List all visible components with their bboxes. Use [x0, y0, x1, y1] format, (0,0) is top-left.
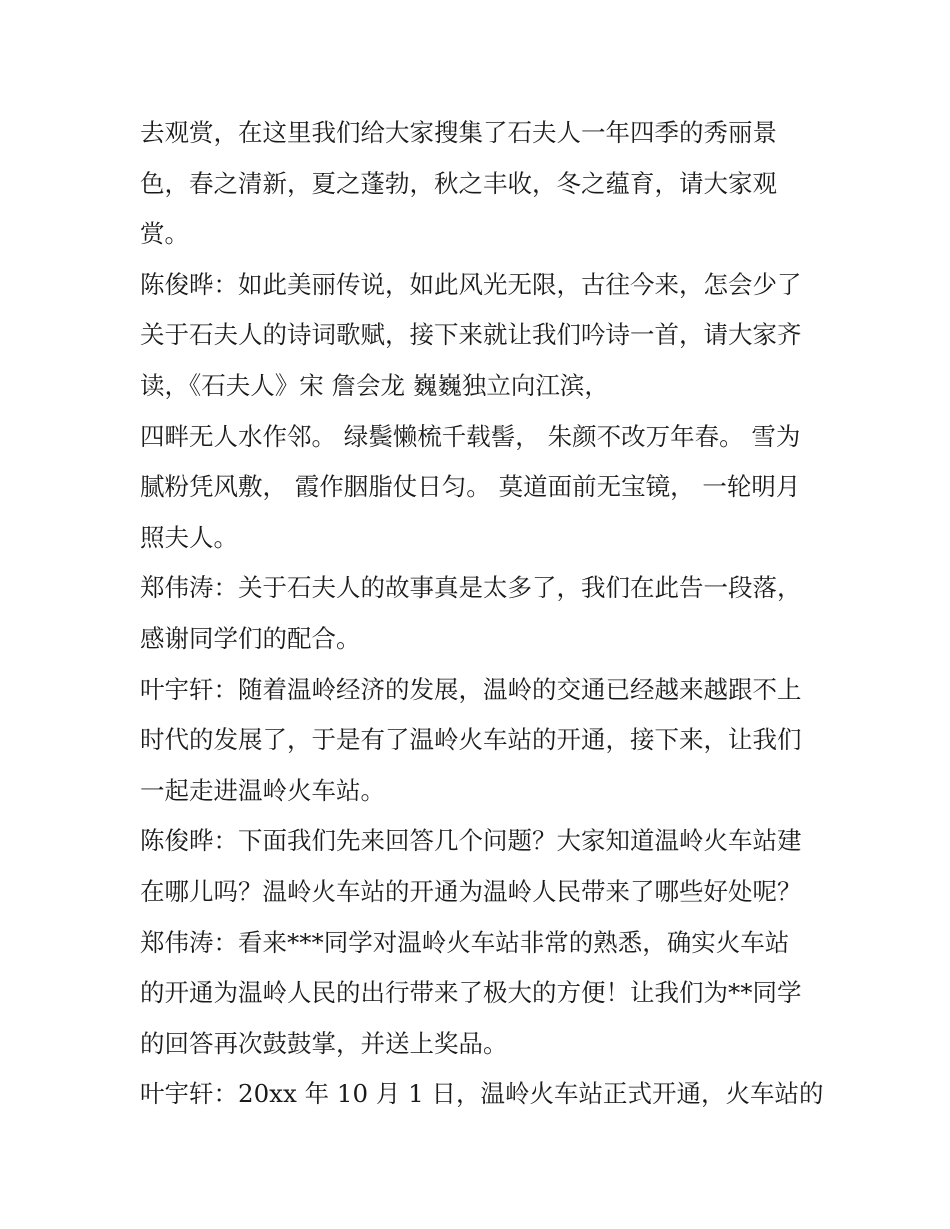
text-line: 一起走进温岭火车站。 — [140, 775, 385, 805]
text-line: 的开通为温岭人民的出行带来了极大的方便！让我们为**同学 — [140, 978, 802, 1008]
text-line: 的回答再次鼓鼓掌，并送上奖品。 — [140, 1028, 508, 1058]
text-line: 四畔无人水作邻。 绿鬓懒梳千载髻， 朱颜不改万年春。 雪为 — [140, 421, 801, 451]
text-line: 读，《石夫人》宋 詹会龙 巍巍独立向江滨， — [140, 370, 609, 400]
text-line: 照夫人。 — [140, 522, 238, 552]
text-line: 叶宇轩：随着温岭经济的发展，温岭的交通已经越来越跟不上 — [140, 674, 802, 704]
text-line: 色，春之清新，夏之蓬勃，秋之丰收，冬之蕴育，请大家观 — [140, 168, 777, 198]
text-line: 陈俊晔：下面我们先来回答几个问题？大家知道温岭火车站建 — [140, 826, 802, 856]
text-line: 去观赏，在这里我们给大家搜集了石夫人一年四季的秀丽景 — [140, 118, 777, 147]
text-line: 在哪儿吗？温岭火车站的开通为温岭人民带来了哪些好处呢？ — [140, 876, 802, 906]
text-line: 赏。 — [140, 219, 189, 249]
text-line: 陈俊晔：如此美丽传说，如此风光无限，古往今来，怎会少了 — [140, 269, 802, 299]
text-line: 关于石夫人的诗词歌赋，接下来就让我们吟诗一首，请大家齐 — [140, 320, 802, 350]
text-line: 郑伟涛：看来***同学对温岭火车站非常的熟悉，确实火车站 — [140, 927, 790, 957]
text-line: 时代的发展了，于是有了温岭火车站的开通，接下来，让我们 — [140, 725, 802, 755]
text-line: 叶宇轩：20xx 年 10 月 1 日，温岭火车站正式开通，火车站的 — [140, 1079, 824, 1109]
text-line: 感谢同学们的配合。 — [140, 623, 361, 653]
document-body — [140, 108, 824, 1120]
text-line: 腻粉凭风敷， 霞作胭脂仗日匀。 莫道面前无宝镜， 一轮明月 — [140, 472, 801, 502]
text-line: 郑伟涛：关于石夫人的故事真是太多了，我们在此告一段落， — [140, 573, 802, 603]
